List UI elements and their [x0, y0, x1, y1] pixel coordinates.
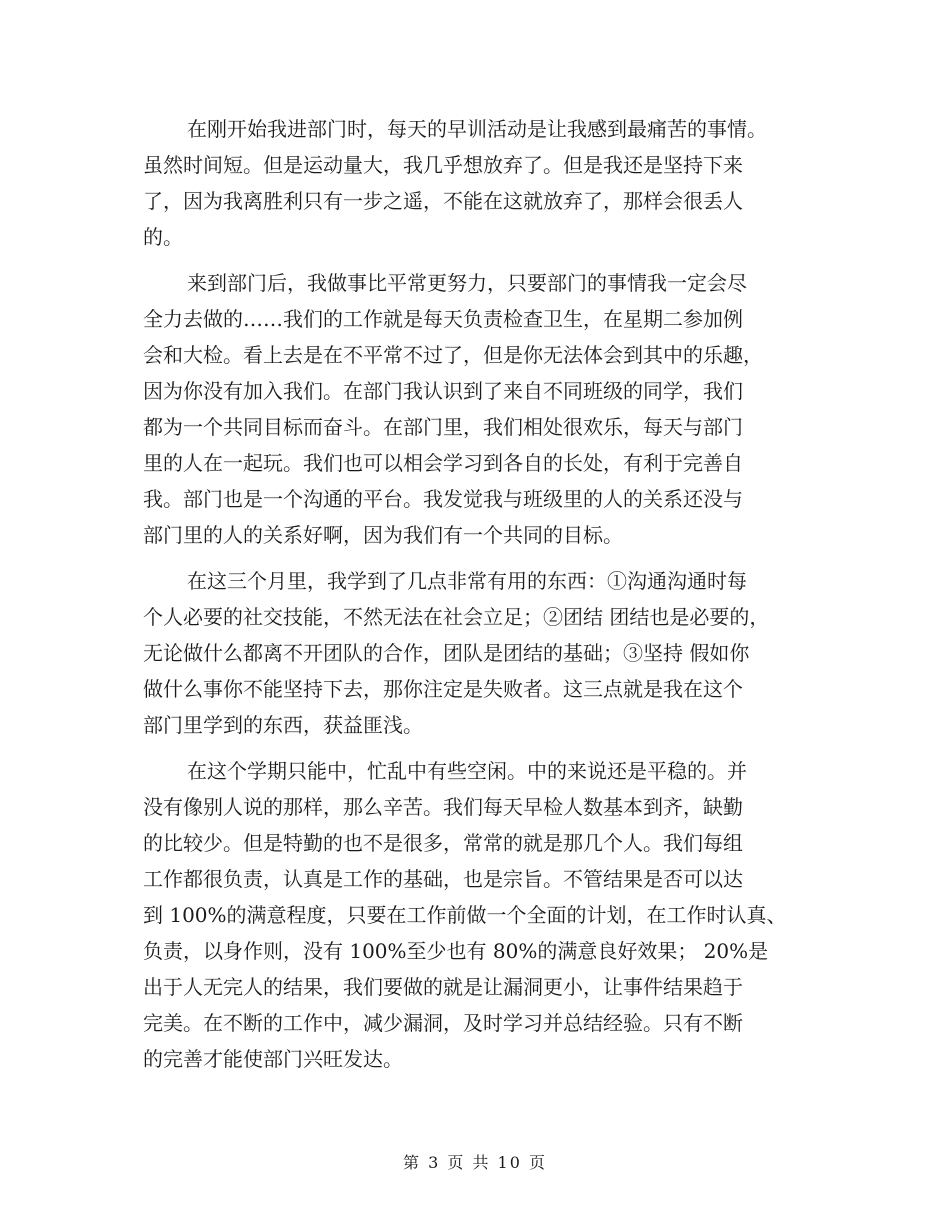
text-line: 了，因为我离胜利只有一步之遥，不能在这就放弃了，那样会很丢人: [143, 189, 743, 213]
text-line: 因为你没有加入我们。在部门我认识到了来自不同班级的同学，我们: [143, 379, 743, 403]
text-line: 会和大检。看上去是在不平常不过了，但是你无法体会到其中的乐趣，: [143, 343, 763, 367]
text-line: 来到部门后，我做事比平常更努力，只要部门的事情我一定会尽: [187, 271, 747, 295]
document-body: [143, 111, 813, 1087]
text-line: 出于人无完人的结果，我们要做的就是让漏洞更小，让事件结果趋于: [143, 975, 743, 999]
text-line: 的比较少。但是特勤的也不是很多，常常的就是那几个人。我们每组: [143, 831, 743, 855]
text-line: 在这个学期只能中，忙乱中有些空闲。中的来说还是平稳的。并: [187, 759, 747, 783]
text-line: 没有像别人说的那样，那么辛苦。我们每天早检人数基本到齐，缺勤: [143, 795, 743, 819]
text-line: 的完善才能使部门兴旺发达。: [143, 1047, 403, 1071]
text-line: 负责，以身作则，没有 100%至少也有 80%的满意良好效果； 20%是: [143, 939, 769, 963]
text-line: 我。部门也是一个沟通的平台。我发觉我与班级里的人的关系还没与: [143, 487, 743, 511]
text-line: 无论做什么都离不开团队的合作，团队是团结的基础；③坚持 假如你: [143, 641, 750, 665]
paragraph: [143, 265, 813, 553]
paragraph: [143, 753, 813, 1077]
text-line: 全力去做的……我们的工作就是每天负责检查卫生，在星期二参加例: [143, 307, 743, 331]
text-line: 做什么事你不能坚持下去，那你注定是失败者。这三点就是我在这个: [143, 677, 743, 701]
text-line: 都为一个共同目标而奋斗。在部门里，我们相处很欢乐，每天与部门: [143, 415, 743, 439]
text-line: 部门里的人的关系好啊，因为我们有一个共同的目标。: [143, 523, 623, 547]
text-line: 在这三个月里，我学到了几点非常有用的东西：①沟通沟通时每: [187, 569, 747, 593]
page-number-footer: 第 3 页 共 10 页: [403, 1153, 547, 1172]
text-line: 工作都很负责，认真是工作的基础，也是宗旨。不管结果是否可以达: [143, 867, 743, 891]
text-line: 到 100%的满意程度，只要在工作前做一个全面的计划，在工作时认真、: [143, 903, 787, 927]
text-line: 在刚开始我进部门时，每天的早训活动是让我感到最痛苦的事情。: [187, 117, 767, 141]
text-line: 的。: [143, 225, 183, 249]
paragraph: [143, 111, 813, 255]
text-line: 里的人在一起玩。我们也可以相会学习到各自的长处，有利于完善自: [143, 451, 743, 475]
text-line: 部门里学到的东西，获益匪浅。: [143, 713, 423, 737]
paragraph: [143, 563, 813, 743]
text-line: 完美。在不断的工作中，减少漏洞，及时学习并总结经验。只有不断: [143, 1011, 743, 1035]
text-line: 个人必要的社交技能，不然无法在社会立足；②团结 团结也是必要的，: [143, 605, 770, 629]
text-line: 虽然时间短。但是运动量大，我几乎想放弃了。但是我还是坚持下来: [143, 153, 743, 177]
